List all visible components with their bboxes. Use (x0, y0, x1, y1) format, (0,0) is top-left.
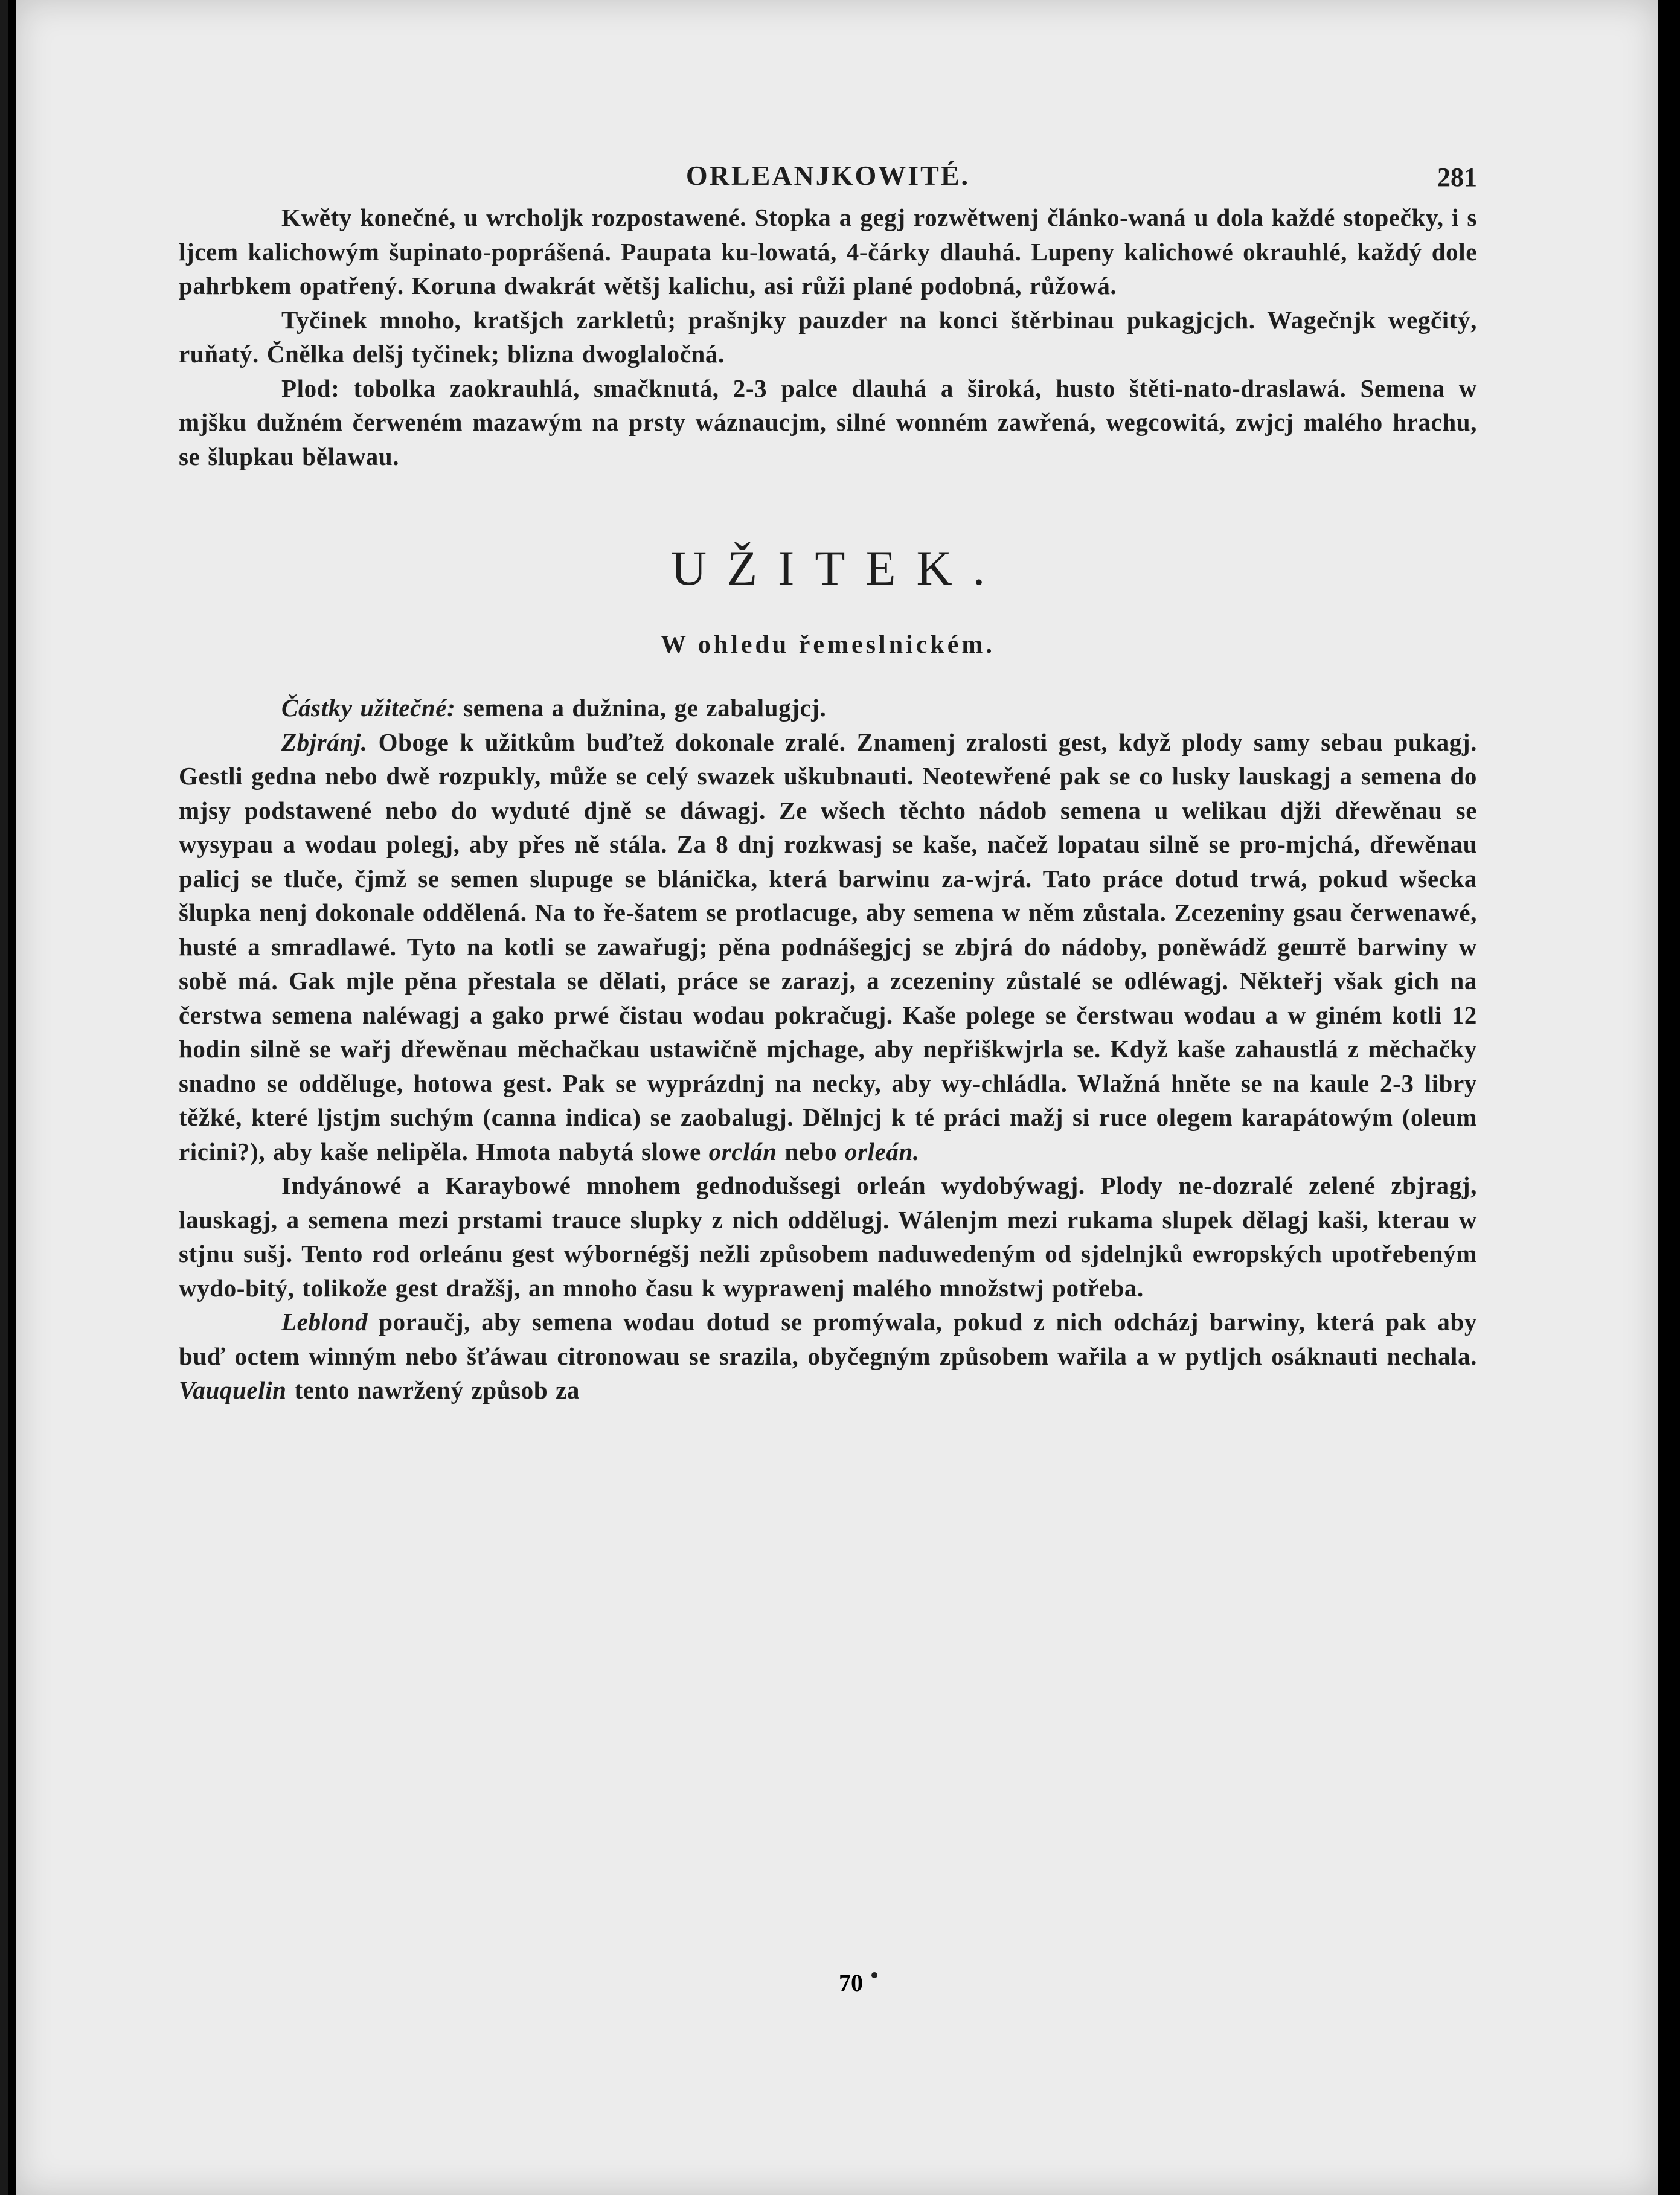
dot-icon (871, 1972, 877, 1978)
subsection-title: W ohledu řemeslnickém. (661, 631, 995, 659)
harvest-label: Zbjránj. (281, 728, 368, 756)
name-leblond: Leblond (281, 1308, 368, 1336)
section-title: UŽITEK. (670, 540, 1006, 595)
name-vauquelin: Vauquelin (179, 1376, 287, 1404)
leblond-text: poraučj, aby semena wodau dotud se promýwala, pokud z nich odcházj barwiny, která pak aby buď octem winným nebo šťáwau citronowau se srazila, obyčegným způsobem wařila a w pytljch osáknauti nechala. (179, 1308, 1477, 1370)
usage-text: semena a dužnina, ge zabalugjcj. (455, 694, 827, 722)
page-content (179, 151, 1477, 1408)
scanned-page (16, 0, 1658, 2195)
folio-number: 70 (839, 1969, 863, 1996)
description-paragraph: Tyčinek mnoho, kratšjch zarkletů; prašnjky pauzder na konci štěrbinau pukagjcjch. Wagečnjk wegčitý, ruňatý. Čnělka delšj tyčinek; blizna dwoglaločná. (179, 306, 1477, 368)
page-number: 281 (1437, 162, 1477, 192)
usage-paragraph-parts (179, 691, 1477, 725)
usage-paragraph-indians: Indyánowé a Karaybowé mnohem gednodušsegi orleán wydobýwagj. Plody ne-dozralé zelené zbjragj, lauskagj, a semena mezi prstami trauce slupky z nich oddělugj. Wálenjm mezi rukama slupek dělagj kaši, kterau w stjnu sušj. Tento rod orleánu gest wýbornégšj nežli způsobem naduwedeným od sjdelnjků ewropských upotřebeným wydo-bitý, tolikože gest dražšj, an mnoho času k wyprawenj malého množstwj potřeba. (179, 1171, 1477, 1302)
harvest-text: Oboge k užitkům buďtež dokonale zralé. Znamenj zralosti gest, když plody samy sebau pukagj. Gestli gedna nebo dwě rozpukly, může se celý swazek uškubnauti. Neotewřené pak se co lusky lauskagj a semena do mjsy podstawené nebo do wyduté djně se dáwagj. Ze wšech těchto nádob semena u welikau djži dřewěnau se wysypau a wodau polegj, aby přes ně stála. Za 8 dnj rozkwasj se kaše, načež lopatau silně se pro-mjchá, dřewěnau palicj se tluče, čjmž se semen slupuge se blánička, která barwinu za-wjrá. Tato práce dotud trwá, pokud wšecka šlupka nenj dokonale oddělená. Na to ře-šatem se protlacuge, aby semena w něm zůstala. Zcezeniny gsau čerwenawé, husté a smradlawé. Tyto na kotli se zawařugj; pěna podnášegjcj se zbjrá do nádoby, poněwádž gештě barwiny w sobě má. Gak mjle pěna přestala se dělati, práce se zarazj, a zcezeniny zůstalé se odléwagj. Někteřj však gich na čerstwa semena naléwagj a gako prwé čistau wodau pokračugj. Kaše polege se čerstwau wodau a w giném kotli 12 hodin silně se wařj dřewěnau měchačkau ustawičně mjchage, aby nepřiškwjrla se. Když kaše zahaustlá z měchačky snadno se odděluge, hotowa gest. Pak se wyprázdnj na necky, aby wy-chládla. Wlažná hněte se na kaule 2-3 libry těžké, které ljstjm suchým (canna indica) se zaobalugj. Dělnjcj k té práci mažj si ruce olegem karapátowým (oleum ricini?), aby kaše nelipěla. Hmota nabytá slowe (179, 728, 1477, 1165)
running-head (179, 151, 1477, 199)
description-paragraph: Plod: tobolka zaokrauhlá, smačknutá, 2-3 palce dlauhá a široká, husto štěti-nato-draslawá. Semena w mjšku dužném čerweném mazawým na prsty wáznaucjm, silné wonném zawřená, wegcowitá, zwjcj malého hrachu, se šlupkau bělawau. (179, 374, 1477, 470)
vauquelin-text: tento nawržený způsob za (286, 1376, 580, 1404)
term-joiner: nebo (777, 1137, 845, 1165)
signature-mark (16, 1969, 1658, 1997)
usage-label: Částky užitečné: (281, 694, 456, 722)
usage-paragraph-leblond (179, 1305, 1477, 1408)
term-orclan: orclán (708, 1137, 777, 1165)
term-orlean: orleán. (844, 1137, 920, 1165)
usage-paragraph-harvest (179, 725, 1477, 1169)
scan-border (0, 0, 8, 2195)
description-paragraph: Kwěty konečné, u wrcholjk rozpostawené. Stopka a gegj rozwětwenj článko-waná u dola každé stopečky, i s ljcem kalichowým šupinato-poprášená. Paupata ku-lowatá, 4-čárky dlauhá. Lupeny kalichowé okrauhlé, každý dole pahrbkem opatřený. Koruna dwakrát wětšj kalichu, asi růži plané podobná, růžowá. (179, 203, 1477, 300)
running-title: ORLEANJKOWITÉ. (685, 160, 970, 191)
